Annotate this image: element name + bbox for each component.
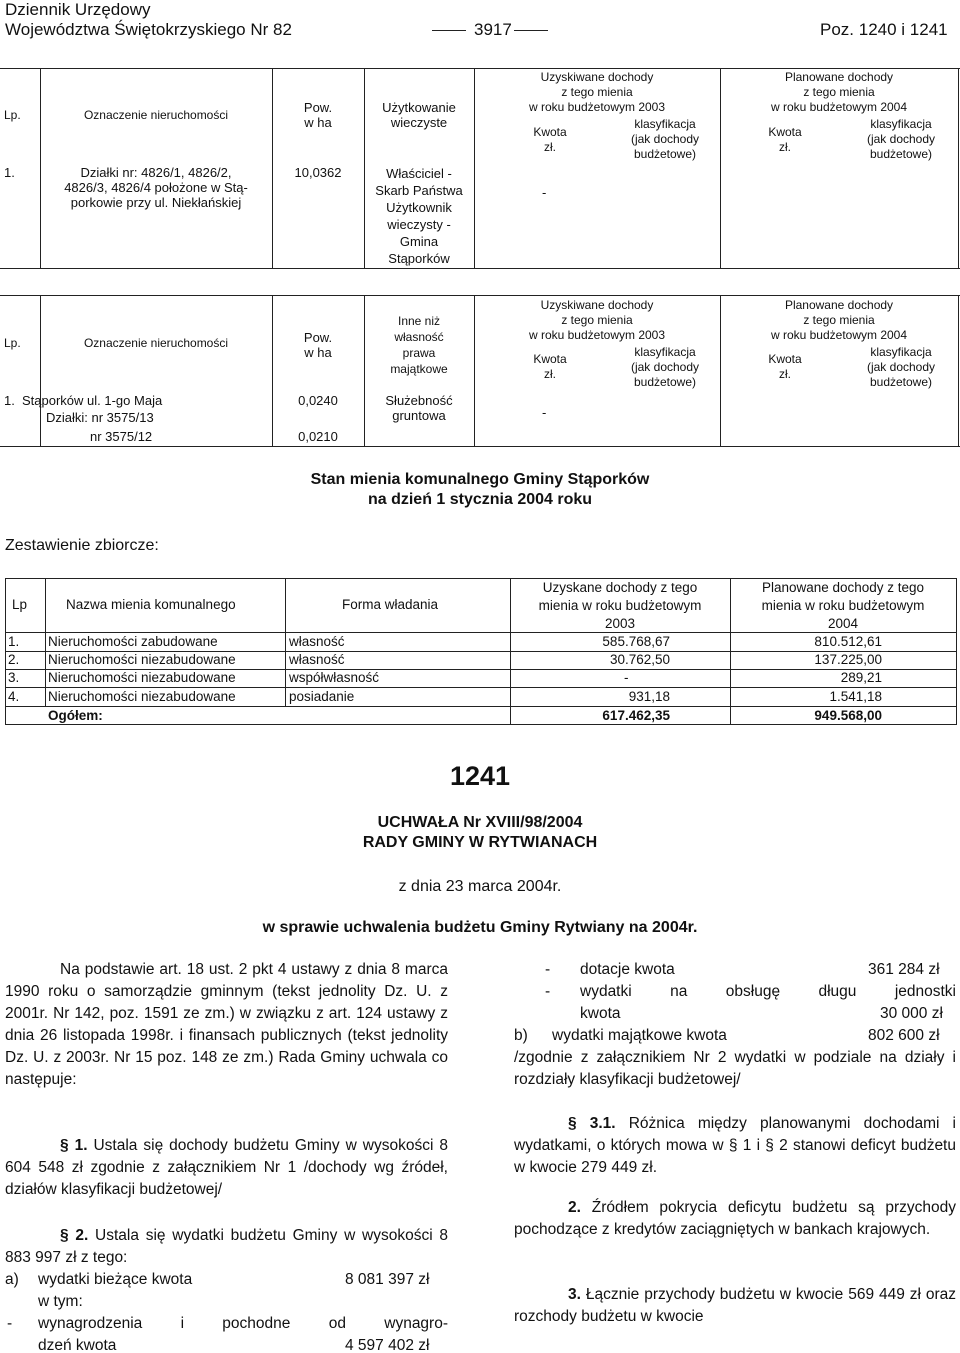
col-income-2004: Planowane dochody z tego mienia w roku budżetowym 2004 bbox=[770, 70, 908, 114]
col-class-2004: klasyfikacja (jak dochody budżetowe) bbox=[866, 117, 936, 161]
journal-issue: Województwa Świętokrzyskiego Nr 82 bbox=[5, 20, 292, 39]
col-lp: Lp. bbox=[4, 108, 21, 122]
resolution-number: 1241 bbox=[449, 761, 511, 791]
col-designation-2: Oznaczenie nieruchomości bbox=[83, 336, 229, 350]
col-usufruct: Użytkowanie wieczyste bbox=[382, 100, 456, 130]
row-lp: 1. bbox=[4, 165, 15, 180]
summary-title: Stan mienia komunalnego Gminy Stąporków na dzień 1 stycznia 2004 roku bbox=[310, 471, 650, 508]
row-designation-2a: Stąporków ul. 1-go Maja bbox=[22, 393, 163, 408]
col-income-2003-2: Uzyskiwane dochody z tego mienia w roku budżetowym 2003 bbox=[528, 298, 666, 342]
item-a-label: a) bbox=[5, 1271, 19, 1288]
col-area-2: Pow. w ha bbox=[303, 330, 333, 360]
item-b-value: 802 600 zł bbox=[868, 1027, 940, 1044]
page-dash-right bbox=[514, 30, 548, 31]
row-designation-2c: nr 3575/12 bbox=[90, 429, 153, 444]
item-in-which: w tym: bbox=[38, 1293, 83, 1310]
col-amount-2004: Kwota zł. bbox=[768, 125, 802, 154]
item-b-label: b) bbox=[514, 1027, 528, 1044]
debt-text-1: wydatki na obsługę długu jednostki bbox=[580, 983, 956, 1000]
page-number: 3917 bbox=[474, 20, 512, 39]
sum-col-form: Forma władania bbox=[342, 597, 439, 612]
paragraph-3-3: 3. Łącznie przychody budżetu w kwocie 569 449 zł oraz rozchody budżetu w kwocie bbox=[514, 1286, 956, 1325]
item-a-text: wydatki bieżące kwota bbox=[38, 1271, 193, 1288]
item-dash: - bbox=[7, 1315, 13, 1332]
row-other-rights: Służebność gruntowa bbox=[385, 393, 453, 423]
col-amount-2003-2: Kwota zł. bbox=[533, 352, 567, 381]
col-class-2003: klasyfikacja (jak dochody budżetowe) bbox=[630, 117, 700, 161]
row-area-2a: 0,0240 bbox=[298, 393, 338, 408]
item-salaries-2: dzeń kwota bbox=[38, 1337, 117, 1353]
item-b-text: wydatki majątkowe kwota bbox=[552, 1027, 727, 1044]
item-a-value: 8 081 397 zł bbox=[345, 1271, 430, 1288]
position-label: Poz. 1240 i 1241 bbox=[820, 20, 948, 39]
paragraph-1: § 1. Ustala się dochody budżetu Gminy w wysokości 8 604 548 zł zgodnie z załącznikiem Nr 1 /dochody wg źródeł, działów klasyfikacji budżetowej/ bbox=[5, 1137, 448, 1198]
col-other-rights: Inne niż własność prawa majątkowe bbox=[390, 314, 448, 376]
page-dash-left bbox=[432, 30, 466, 31]
col-amount-2003: Kwota zł. bbox=[533, 125, 567, 154]
subsidy-text: dotacje kwota bbox=[580, 961, 675, 978]
resolution-subject: w sprawie uchwalenia budżetu Gminy Rytwiany na 2004r. bbox=[262, 919, 698, 936]
journal-title: Dziennik Urzędowy bbox=[5, 0, 151, 19]
col-class-2003-2: klasyfikacja (jak dochody budżetowe) bbox=[630, 345, 700, 389]
paragraph-2: § 2. Ustala się wydatki budżetu Gminy w wysokości 8 883 997 zł z tego: bbox=[5, 1227, 449, 1266]
preamble: Na podstawie art. 18 ust. 2 pkt 4 ustawy z dnia 8 marca 1990 roku o samorządzie gminnym (tekst jednolity Dz. U. z 2001r. Nr 142, poz. 1591 ze zm.) w związku z art. 124 ustawy z dnia 26 listopada 1998r. i finansach publicznych (tekst jednolity Dz. U. z 2003r. Nr 15 poz. 148 ze zm.) Rada Gminy uchwala co następuje: bbox=[5, 961, 448, 1088]
resolution-title: UCHWAŁA Nr XVIII/98/2004 RADY GMINY W RYTWIANACH bbox=[362, 814, 598, 851]
summary-label: Zestawienie zbiorcze: bbox=[5, 537, 159, 554]
item-salaries-value: 4 597 402 zł bbox=[345, 1337, 430, 1353]
row-area: 10,0362 bbox=[294, 165, 342, 180]
col-amount-2004-2: Kwota zł. bbox=[768, 352, 802, 381]
debt-value: 30 000 zł bbox=[880, 1005, 943, 1022]
item-b-note: /zgodnie z załącznikiem Nr 2 wydatki w podziale na działy i rozdziały klasyfikacji budżetowej/ bbox=[514, 1049, 956, 1088]
debt-dash: - bbox=[545, 983, 551, 1000]
row-designation: Działki nr: 4826/1, 4826/2, 4826/3, 4826/4 położone w Stą- porkowie przy ul. Niekłańskiej bbox=[64, 165, 248, 210]
row-designation-2b: Działki: nr 3575/13 bbox=[46, 410, 154, 425]
sum-col-income-2004: Planowane dochody z tego mienia w roku budżetowym 2004 bbox=[761, 580, 925, 631]
row-amount: - bbox=[542, 185, 547, 200]
resolution-date: z dnia 23 marca 2004r. bbox=[398, 878, 562, 895]
col-lp-2: Lp. bbox=[4, 336, 21, 350]
col-area: Pow. w ha bbox=[303, 100, 333, 130]
col-designation: Oznaczenie nieruchomości bbox=[83, 108, 229, 122]
row-lp-2: 1. bbox=[4, 393, 15, 408]
row-amount-2: - bbox=[542, 405, 547, 420]
col-income-2003: Uzyskiwane dochody z tego mienia w roku budżetowym 2003 bbox=[528, 70, 666, 114]
row-area-2b: 0,0210 bbox=[298, 429, 338, 444]
sum-col-name: Nazwa mienia komunalnego bbox=[66, 597, 236, 612]
sum-col-lp: Lp bbox=[12, 597, 28, 612]
debt-text-2: kwota bbox=[580, 1005, 621, 1022]
item-salaries-1: wynagrodzenia i pochodne od wynagro- bbox=[38, 1315, 448, 1332]
col-class-2004-2: klasyfikacja (jak dochody budżetowe) bbox=[866, 345, 936, 389]
col-income-2004-2: Planowane dochody z tego mienia w roku budżetowym 2004 bbox=[770, 298, 908, 342]
row-usufruct: Właściciel - Skarb Państwa Użytkownik wieczysty - Gmina Stąporków bbox=[375, 166, 463, 266]
subsidy-dash: - bbox=[545, 961, 551, 978]
sum-col-income-2003: Uzyskane dochody z tego mienia w roku budżetowym 2003 bbox=[538, 580, 702, 631]
paragraph-3-2: 2. Źródłem pokrycia deficytu budżetu są przychody pochodzące z kredytów zaciągniętych w bankach krajowych. bbox=[514, 1199, 957, 1238]
paragraph-3-1: § 3.1. Różnica między planowanymi dochodami i wydatkami, o których mowa w § 1 i § 2 stanowi deficyt budżetu w kwocie 279 449 zł. bbox=[514, 1115, 957, 1176]
subsidy-value: 361 284 zł bbox=[868, 961, 940, 978]
